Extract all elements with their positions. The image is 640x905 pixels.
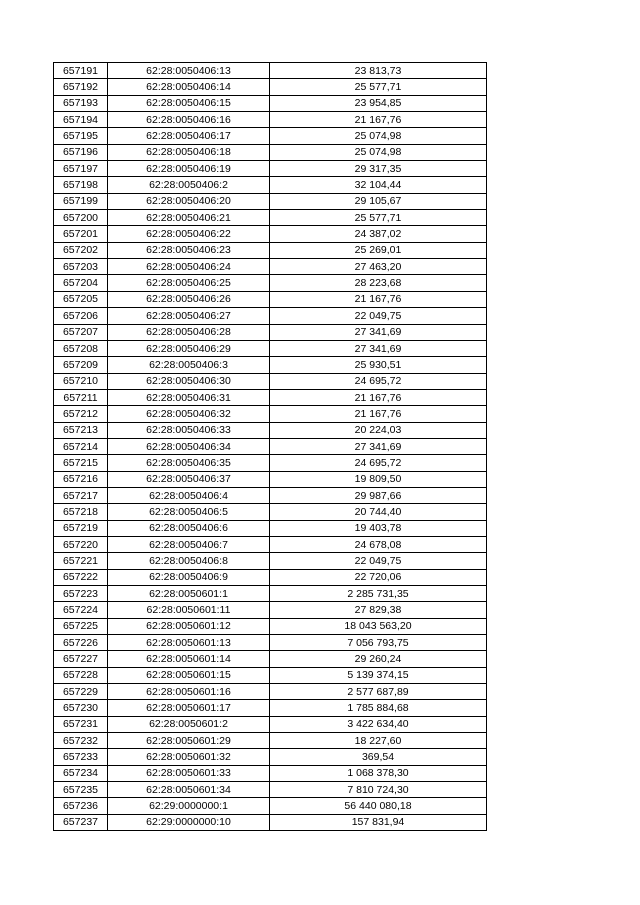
table-row — [54, 242, 487, 258]
cadastral-number-cell: 62:28:0050601:13 — [108, 635, 270, 651]
row-id-cell: 657229 — [54, 684, 108, 700]
row-id-cell: 657220 — [54, 536, 108, 552]
cadastral-value-cell: 21 167,76 — [270, 389, 487, 405]
cadastral-value-cell: 25 074,98 — [270, 128, 487, 144]
cadastral-number-cell: 62:28:0050406:33 — [108, 422, 270, 438]
cadastral-number-cell: 62:28:0050406:18 — [108, 144, 270, 160]
cadastral-number-cell: 62:28:0050601:1 — [108, 586, 270, 602]
table-row — [54, 455, 487, 471]
table-row — [54, 765, 487, 781]
table-row — [54, 308, 487, 324]
cadastral-value-cell: 24 678,08 — [270, 536, 487, 552]
cadastral-number-cell: 62:28:0050406:28 — [108, 324, 270, 340]
document-page — [53, 62, 486, 831]
table-row — [54, 79, 487, 95]
cadastral-value-cell: 29 987,66 — [270, 487, 487, 503]
cadastral-number-cell: 62:28:0050601:11 — [108, 602, 270, 618]
table-row — [54, 814, 487, 830]
row-id-cell: 657198 — [54, 177, 108, 193]
cadastral-number-cell: 62:28:0050406:35 — [108, 455, 270, 471]
cadastral-value-cell: 25 074,98 — [270, 144, 487, 160]
table-row — [54, 144, 487, 160]
table-row — [54, 406, 487, 422]
cadastral-number-cell: 62:28:0050406:19 — [108, 161, 270, 177]
table-row — [54, 177, 487, 193]
row-id-cell: 657223 — [54, 586, 108, 602]
row-id-cell: 657200 — [54, 210, 108, 226]
table-row — [54, 520, 487, 536]
cadastral-number-cell: 62:28:0050406:2 — [108, 177, 270, 193]
cadastral-number-cell: 62:28:0050406:3 — [108, 357, 270, 373]
table-row — [54, 357, 487, 373]
row-id-cell: 657236 — [54, 798, 108, 814]
cadastral-value-cell: 2 285 731,35 — [270, 586, 487, 602]
row-id-cell: 657196 — [54, 144, 108, 160]
cadastral-value-cell: 19 403,78 — [270, 520, 487, 536]
cadastral-number-cell: 62:28:0050601:16 — [108, 684, 270, 700]
cadastral-number-cell: 62:28:0050601:14 — [108, 651, 270, 667]
table-row — [54, 210, 487, 226]
cadastral-number-cell: 62:28:0050406:17 — [108, 128, 270, 144]
table-row — [54, 602, 487, 618]
table-row — [54, 536, 487, 552]
cadastral-value-cell: 25 930,51 — [270, 357, 487, 373]
table-row — [54, 586, 487, 602]
cadastral-number-cell: 62:28:0050406:21 — [108, 210, 270, 226]
cadastral-value-cell: 27 829,38 — [270, 602, 487, 618]
table-row — [54, 422, 487, 438]
cadastral-value-cell: 22 049,75 — [270, 553, 487, 569]
table-row — [54, 684, 487, 700]
table-row — [54, 635, 487, 651]
row-id-cell: 657197 — [54, 161, 108, 177]
row-id-cell: 657235 — [54, 782, 108, 798]
table-row — [54, 487, 487, 503]
cadastral-value-cell: 25 577,71 — [270, 79, 487, 95]
cadastral-value-cell: 18 043 563,20 — [270, 618, 487, 634]
table-row — [54, 733, 487, 749]
row-id-cell: 657231 — [54, 716, 108, 732]
cadastral-value-cell: 27 341,69 — [270, 438, 487, 454]
table-row — [54, 700, 487, 716]
cadastral-value-cell: 27 463,20 — [270, 259, 487, 275]
row-id-cell: 657204 — [54, 275, 108, 291]
cadastral-number-cell: 62:28:0050406:37 — [108, 471, 270, 487]
cadastral-number-cell: 62:28:0050601:29 — [108, 733, 270, 749]
table-row — [54, 373, 487, 389]
row-id-cell: 657209 — [54, 357, 108, 373]
row-id-cell: 657233 — [54, 749, 108, 765]
cadastral-value-cell: 22 049,75 — [270, 308, 487, 324]
row-id-cell: 657214 — [54, 438, 108, 454]
row-id-cell: 657218 — [54, 504, 108, 520]
row-id-cell: 657216 — [54, 471, 108, 487]
table-row — [54, 291, 487, 307]
table-row — [54, 128, 487, 144]
cadastral-value-cell: 20 224,03 — [270, 422, 487, 438]
cadastral-number-cell: 62:28:0050406:24 — [108, 259, 270, 275]
row-id-cell: 657228 — [54, 667, 108, 683]
cadastral-value-cell: 29 317,35 — [270, 161, 487, 177]
cadastral-number-cell: 62:28:0050406:31 — [108, 389, 270, 405]
cadastral-number-cell: 62:28:0050406:20 — [108, 193, 270, 209]
row-id-cell: 657215 — [54, 455, 108, 471]
row-id-cell: 657201 — [54, 226, 108, 242]
cadastral-value-cell: 2 577 687,89 — [270, 684, 487, 700]
row-id-cell: 657222 — [54, 569, 108, 585]
cadastral-number-cell: 62:28:0050406:30 — [108, 373, 270, 389]
cadastral-value-cell: 5 139 374,15 — [270, 667, 487, 683]
cadastral-value-cell: 7 056 793,75 — [270, 635, 487, 651]
table-row — [54, 340, 487, 356]
cadastral-value-cell: 21 167,76 — [270, 291, 487, 307]
cadastral-value-cell: 56 440 080,18 — [270, 798, 487, 814]
table-row — [54, 112, 487, 128]
row-id-cell: 657211 — [54, 389, 108, 405]
row-id-cell: 657202 — [54, 242, 108, 258]
row-id-cell: 657207 — [54, 324, 108, 340]
table-row — [54, 95, 487, 111]
cadastral-value-cell: 18 227,60 — [270, 733, 487, 749]
cadastral-number-cell: 62:28:0050601:2 — [108, 716, 270, 732]
row-id-cell: 657199 — [54, 193, 108, 209]
cadastral-value-cell: 25 269,01 — [270, 242, 487, 258]
row-id-cell: 657219 — [54, 520, 108, 536]
cadastral-value-cell: 157 831,94 — [270, 814, 487, 830]
table-body — [54, 63, 487, 831]
cadastral-value-cell: 369,54 — [270, 749, 487, 765]
row-id-cell: 657213 — [54, 422, 108, 438]
cadastral-value-cell: 1 068 378,30 — [270, 765, 487, 781]
cadastral-number-cell: 62:28:0050406:14 — [108, 79, 270, 95]
table-row — [54, 63, 487, 79]
cadastral-number-cell: 62:28:0050406:22 — [108, 226, 270, 242]
cadastral-number-cell: 62:28:0050406:5 — [108, 504, 270, 520]
cadastral-number-cell: 62:28:0050406:6 — [108, 520, 270, 536]
cadastral-number-cell: 62:28:0050601:17 — [108, 700, 270, 716]
cadastral-value-cell: 20 744,40 — [270, 504, 487, 520]
row-id-cell: 657210 — [54, 373, 108, 389]
row-id-cell: 657193 — [54, 95, 108, 111]
row-id-cell: 657230 — [54, 700, 108, 716]
cadastral-value-cell: 21 167,76 — [270, 112, 487, 128]
table-row — [54, 569, 487, 585]
cadastral-value-cell: 3 422 634,40 — [270, 716, 487, 732]
cadastral-value-cell: 27 341,69 — [270, 324, 487, 340]
cadastral-value-cell: 25 577,71 — [270, 210, 487, 226]
cadastral-value-cell: 7 810 724,30 — [270, 782, 487, 798]
table-row — [54, 716, 487, 732]
cadastral-number-cell: 62:28:0050601:32 — [108, 749, 270, 765]
cadastral-number-cell: 62:28:0050406:25 — [108, 275, 270, 291]
row-id-cell: 657217 — [54, 487, 108, 503]
cadastral-number-cell: 62:28:0050406:32 — [108, 406, 270, 422]
cadastral-value-cell: 27 341,69 — [270, 340, 487, 356]
table-row — [54, 389, 487, 405]
row-id-cell: 657212 — [54, 406, 108, 422]
table-row — [54, 782, 487, 798]
table-row — [54, 324, 487, 340]
cadastral-number-cell: 62:28:0050406:29 — [108, 340, 270, 356]
row-id-cell: 657191 — [54, 63, 108, 79]
row-id-cell: 657192 — [54, 79, 108, 95]
table-row — [54, 471, 487, 487]
table-row — [54, 438, 487, 454]
row-id-cell: 657232 — [54, 733, 108, 749]
cadastral-number-cell: 62:28:0050406:23 — [108, 242, 270, 258]
cadastral-value-cell: 19 809,50 — [270, 471, 487, 487]
cadastral-value-cell: 29 260,24 — [270, 651, 487, 667]
cadastral-value-cell: 32 104,44 — [270, 177, 487, 193]
table-row — [54, 161, 487, 177]
cadastral-value-cell: 28 223,68 — [270, 275, 487, 291]
cadastral-number-cell: 62:28:0050406:9 — [108, 569, 270, 585]
row-id-cell: 657221 — [54, 553, 108, 569]
row-id-cell: 657237 — [54, 814, 108, 830]
row-id-cell: 657224 — [54, 602, 108, 618]
row-id-cell: 657226 — [54, 635, 108, 651]
cadastral-value-cell: 22 720,06 — [270, 569, 487, 585]
row-id-cell: 657208 — [54, 340, 108, 356]
cadastral-number-cell: 62:28:0050601:33 — [108, 765, 270, 781]
cadastral-number-cell: 62:28:0050406:16 — [108, 112, 270, 128]
cadastral-value-cell: 29 105,67 — [270, 193, 487, 209]
row-id-cell: 657234 — [54, 765, 108, 781]
cadastral-number-cell: 62:28:0050601:12 — [108, 618, 270, 634]
row-id-cell: 657195 — [54, 128, 108, 144]
cadastral-value-cell: 21 167,76 — [270, 406, 487, 422]
table-row — [54, 259, 487, 275]
table-row — [54, 651, 487, 667]
row-id-cell: 657194 — [54, 112, 108, 128]
cadastral-value-cell: 23 813,73 — [270, 63, 487, 79]
row-id-cell: 657203 — [54, 259, 108, 275]
cadastral-number-cell: 62:28:0050406:7 — [108, 536, 270, 552]
cadastral-number-cell: 62:28:0050406:4 — [108, 487, 270, 503]
cadastral-number-cell: 62:28:0050406:13 — [108, 63, 270, 79]
cadastral-number-cell: 62:28:0050406:34 — [108, 438, 270, 454]
row-id-cell: 657225 — [54, 618, 108, 634]
table-row — [54, 226, 487, 242]
cadastral-number-cell: 62:28:0050601:34 — [108, 782, 270, 798]
cadastral-number-cell: 62:28:0050601:15 — [108, 667, 270, 683]
cadastral-value-cell: 1 785 884,68 — [270, 700, 487, 716]
table-row — [54, 193, 487, 209]
table-row — [54, 749, 487, 765]
cadastral-value-cell: 24 387,02 — [270, 226, 487, 242]
table-row — [54, 275, 487, 291]
cadastral-value-table — [53, 62, 487, 831]
table-row — [54, 667, 487, 683]
row-id-cell: 657205 — [54, 291, 108, 307]
row-id-cell: 657206 — [54, 308, 108, 324]
row-id-cell: 657227 — [54, 651, 108, 667]
cadastral-value-cell: 24 695,72 — [270, 455, 487, 471]
cadastral-value-cell: 24 695,72 — [270, 373, 487, 389]
cadastral-number-cell: 62:29:0000000:1 — [108, 798, 270, 814]
cadastral-number-cell: 62:28:0050406:8 — [108, 553, 270, 569]
cadastral-number-cell: 62:28:0050406:26 — [108, 291, 270, 307]
cadastral-value-cell: 23 954,85 — [270, 95, 487, 111]
table-row — [54, 618, 487, 634]
cadastral-number-cell: 62:28:0050406:27 — [108, 308, 270, 324]
cadastral-number-cell: 62:28:0050406:15 — [108, 95, 270, 111]
table-row — [54, 553, 487, 569]
cadastral-number-cell: 62:29:0000000:10 — [108, 814, 270, 830]
table-row — [54, 504, 487, 520]
table-row — [54, 798, 487, 814]
